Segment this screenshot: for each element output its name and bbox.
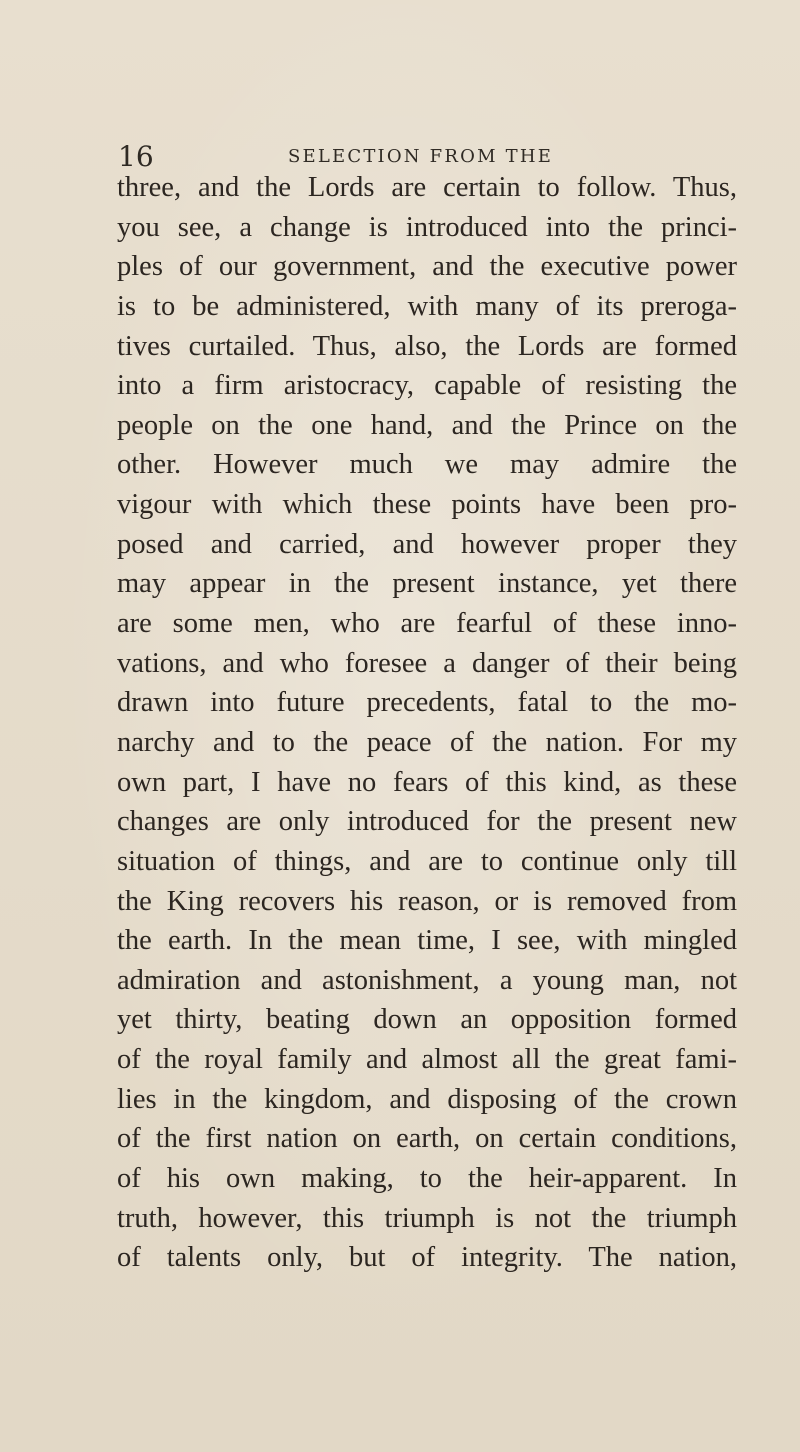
text-line: of talents only, but of integrity. The nation, (117, 1242, 737, 1274)
text-line: vations, and who foresee a danger of their being (117, 647, 737, 679)
text-line: of the first nation on earth, on certain conditions, (117, 1123, 737, 1155)
text-line: situation of things, and are to continue only till (117, 845, 737, 877)
text-line: of his own making, to the heir-apparent. In (117, 1163, 737, 1195)
text-line: may appear in the present instance, yet there (117, 568, 737, 600)
text-line: of the royal family and almost all the great fami- (117, 1044, 737, 1076)
text-line: into a firm aristocracy, capable of resisting the (117, 370, 737, 402)
text-line: changes are only introduced for the present new (117, 806, 737, 838)
text-line: admiration and astonishment, a young man, not (117, 964, 737, 996)
text-line: narchy and to the peace of the nation. For my (117, 726, 737, 758)
text-line: tives curtailed. Thus, also, the Lords are formed (117, 330, 737, 362)
text-line: lies in the kingdom, and disposing of the crown (117, 1083, 737, 1115)
text-line: own part, I have no fears of this kind, as these (117, 766, 737, 798)
body-text (117, 168, 737, 1278)
text-line: yet thirty, beating down an opposition formed (117, 1004, 737, 1036)
text-line: people on the one hand, and the Prince on the (117, 409, 737, 441)
text-line: are some men, who are fearful of these inno- (117, 608, 737, 640)
text-line: vigour with which these points have been pro- (117, 489, 737, 521)
running-title: SELECTION FROM THE (288, 146, 554, 167)
text-line: truth, however, this triumph is not the triumph (117, 1202, 737, 1234)
text-line: ples of our government, and the executive power (117, 251, 737, 283)
text-line: other. However much we may admire the (117, 449, 737, 481)
text-line: posed and carried, and however proper they (117, 528, 737, 560)
text-line: is to be administered, with many of its preroga- (117, 290, 737, 322)
text-line: you see, a change is introduced into the princi- (117, 211, 737, 243)
text-line: the earth. In the mean time, I see, with mingled (117, 925, 737, 957)
page-number: 16 (118, 140, 154, 173)
text-line: three, and the Lords are certain to follow. Thus, (117, 172, 737, 203)
text-line: drawn into future precedents, fatal to the mo- (117, 687, 737, 719)
text-line: the King recovers his reason, or is removed from (117, 885, 737, 917)
